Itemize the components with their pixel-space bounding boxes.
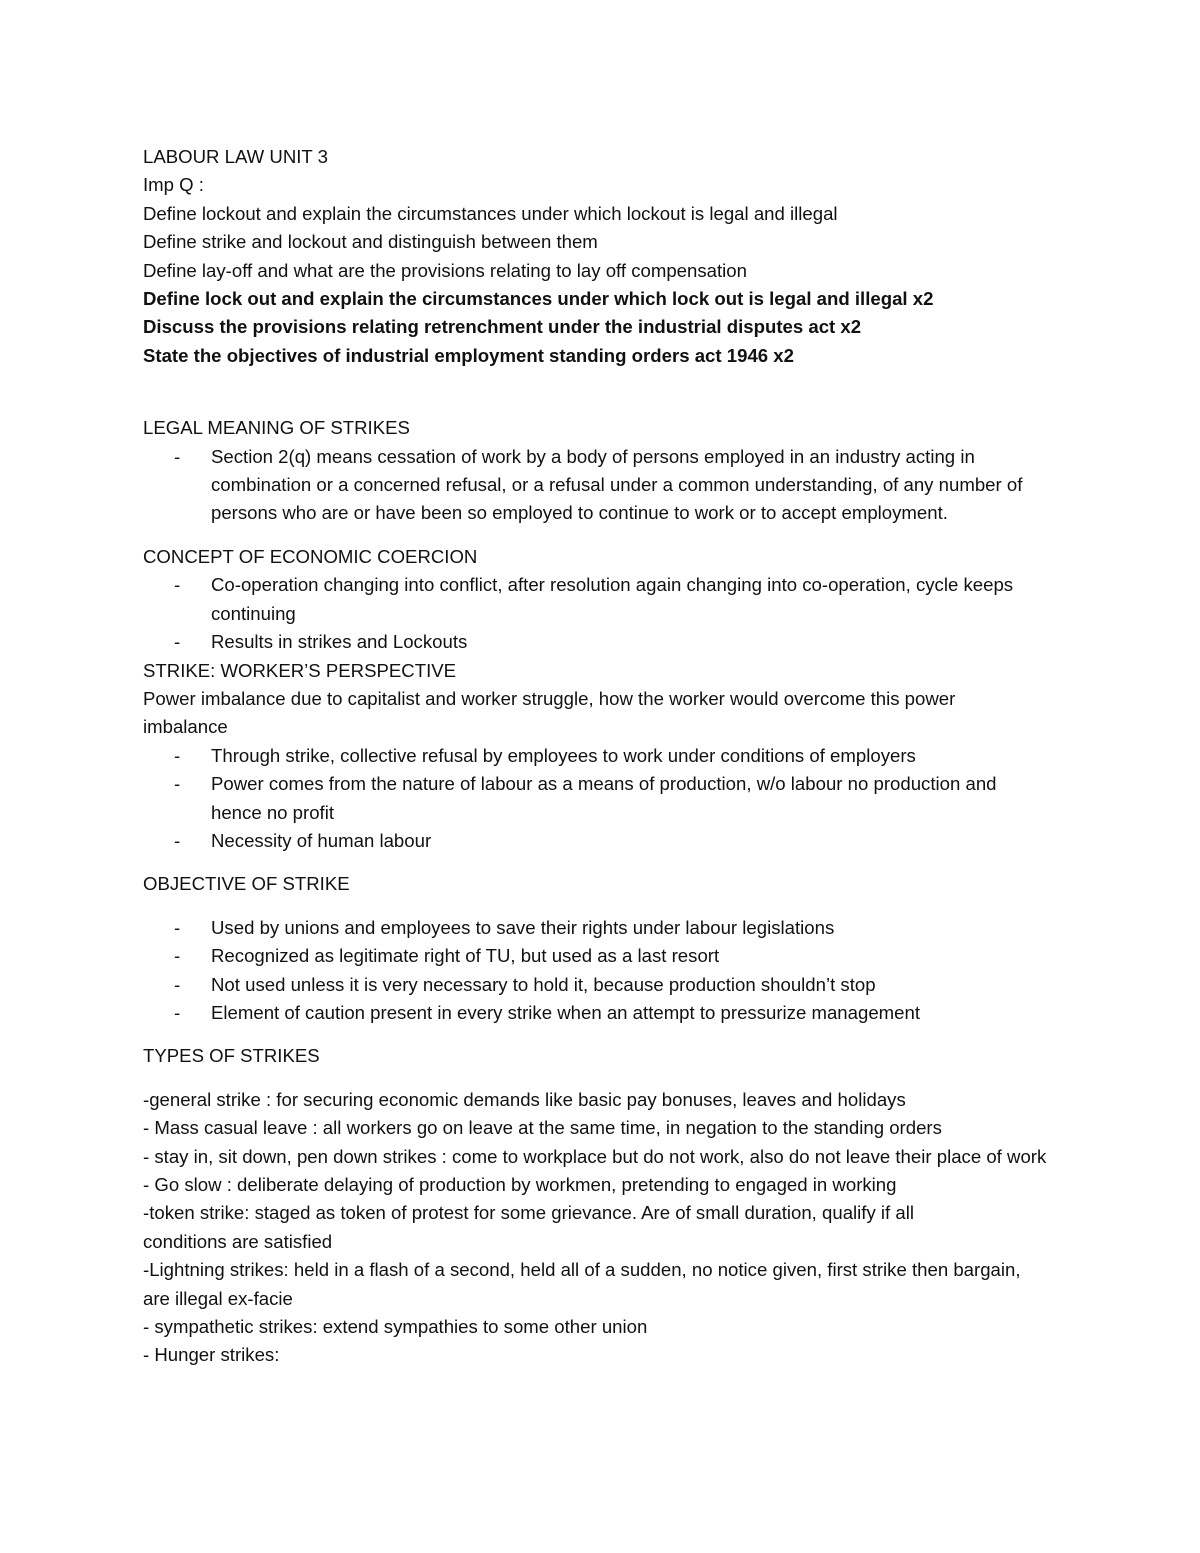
section-heading-worker-perspective: STRIKE: WORKER’S PERSPECTIVE	[143, 659, 457, 681]
question-item-bold: State the objectives of industrial employment standing orders act 1946 x2	[143, 344, 794, 366]
list-item: - Used by unions and employees to save their rights under labour legislations	[211, 914, 1100, 942]
strike-type-item: - Go slow : deliberate delaying of production by workmen, pretending to engaged in working	[143, 1174, 897, 1195]
list-item: - Results in strikes and Lockouts	[211, 628, 1100, 656]
list-item: - Power comes from the nature of labour as a means of production, w/o labour no production and hence no profit	[211, 770, 1041, 827]
objective-list	[143, 914, 1100, 1028]
economic-coercion-list	[143, 571, 1100, 656]
worker-perspective-list	[143, 742, 1100, 856]
list-item: - Through strike, collective refusal by employees to work under conditions of employers	[211, 742, 1100, 770]
list-item: - Not used unless it is very necessary to hold it, because production shouldn’t stop	[211, 971, 1100, 999]
list-item: - Section 2(q) means cessation of work by a body of persons employed in an industry acting in combination or a concerned refusal, or a refusal under a common understanding, of any number of persons who are or have been so employed to continue to work or to accept employment.	[211, 443, 1071, 528]
question-item-bold: Discuss the provisions relating retrenchment under the industrial disputes act x2	[143, 316, 862, 338]
list-item: - Element of caution present in every strike when an attempt to pressurize management	[211, 999, 1100, 1027]
section-heading-objective: OBJECTIVE OF STRIKE	[143, 873, 350, 895]
imp-questions-label: Imp Q :	[143, 174, 204, 196]
question-item: Define lay-off and what are the provisions relating to lay off compensation	[143, 259, 747, 281]
section-heading-legal-meaning: LEGAL MEANING OF STRIKES	[143, 417, 410, 439]
list-item: - Co-operation changing into conflict, after resolution again changing into co-operation, cycle keeps continuing	[211, 571, 1041, 628]
strike-type-item: - stay in, sit down, pen down strikes : come to workplace but do not work, also do not leave their place of work	[143, 1145, 1047, 1167]
section-heading-types: TYPES OF STRIKES	[143, 1045, 320, 1067]
worker-perspective-intro: Power imbalance due to capitalist and worker struggle, how the worker would overcome this power imbalance	[143, 687, 956, 738]
list-item: - Recognized as legitimate right of TU, but used as a last resort	[211, 942, 1100, 970]
strike-type-item: - sympathetic strikes: extend sympathies to some other union	[143, 1316, 648, 1338]
question-item: Define lockout and explain the circumstances under which lockout is legal and illegal	[143, 202, 838, 224]
document-title: LABOUR LAW UNIT 3	[143, 146, 328, 167]
strike-type-item: - Hunger strikes:	[143, 1344, 280, 1366]
question-item-bold: Define lock out and explain the circumstances under which lock out is legal and illegal x2	[143, 288, 934, 310]
list-item: - Necessity of human labour	[211, 827, 1100, 855]
section-heading-economic-coercion: CONCEPT OF ECONOMIC COERCION	[143, 545, 478, 567]
strike-type-item: -token strike: staged as token of protest for some grievance. Are of small duration, qualify if all conditions are satisfied	[143, 1202, 914, 1252]
strike-type-item: - Mass casual leave : all workers go on leave at the same time, in negation to the standing orders	[143, 1117, 942, 1139]
question-item: Define strike and lockout and distinguish between them	[143, 231, 598, 253]
strike-type-item: -Lightning strikes: held in a flash of a second, held all of a sudden, no notice given, first strike then bargain, are illegal ex-facie	[143, 1259, 1021, 1309]
legal-meaning-list	[143, 443, 1100, 528]
strike-type-item: -general strike : for securing economic demands like basic pay bonuses, leaves and holidays	[143, 1088, 906, 1110]
